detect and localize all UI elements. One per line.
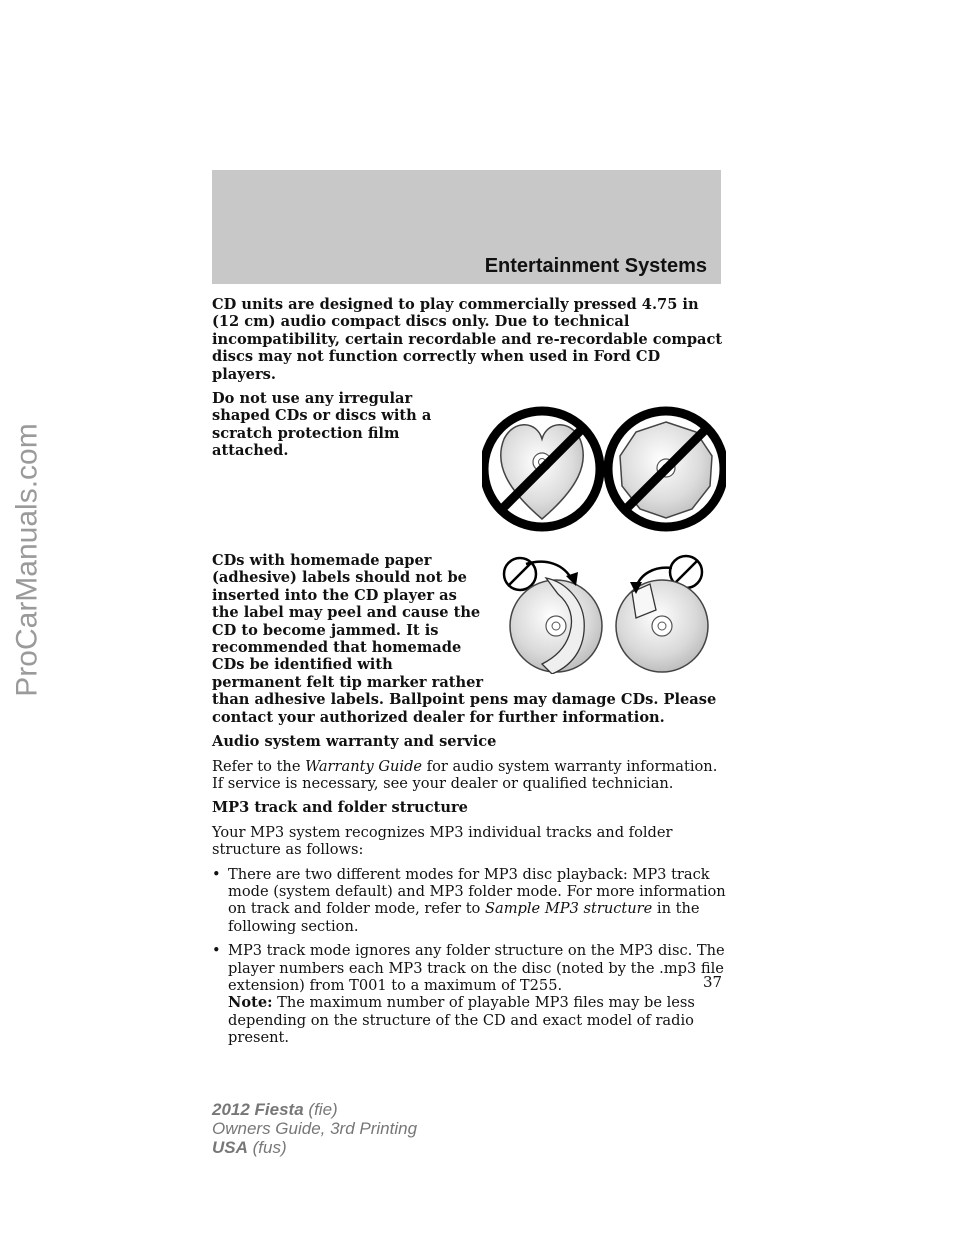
page-content xyxy=(212,296,726,1054)
disc-label-illustration xyxy=(496,554,718,674)
mp3-bullet-list xyxy=(212,866,726,1047)
warranty-guide-reference: Warranty Guide xyxy=(305,757,423,775)
paper-label-disc-icon xyxy=(616,556,708,672)
mp3-structure-heading: MP3 track and folder structure xyxy=(212,799,468,817)
watermark-text: ProCarManuals.com xyxy=(11,423,44,697)
cd-size-paragraph: CD units are designed to play commercially pressed 4.75 in (12 cm) audio compact discs only. Due to technical incompatibility, certain recordable and re-recordable compact discs may not function correctly when used in Ford CD players. xyxy=(212,296,723,383)
section-header xyxy=(212,170,721,284)
peeling-label-disc-icon xyxy=(504,558,602,674)
warranty-paragraph: Refer to the Warranty Guide for audio system warranty information. If service is necessary, see your dealer or qualified technician. xyxy=(212,757,718,792)
heart-disc-prohibited-icon xyxy=(484,411,600,527)
watermark xyxy=(4,170,52,950)
warranty-heading: Audio system warranty and service xyxy=(212,733,497,751)
list-item: • There are two different modes for MP3 disc playback: MP3 track mode (system default) and MP3 folder mode. For more information on track and folder mode, refer to Sample MP3 structure in the following section. xyxy=(212,865,726,935)
section-title: Entertainment Systems xyxy=(484,255,707,277)
footer: 2012 Fiesta (fie) Owners Guide, 3rd Printing USA (fus) xyxy=(212,1100,418,1157)
adhesive-labels-warning: CDs with homemade paper (adhesive) labels should not be inserted into the CD player as the label may peel and cause the CD to become jammed. It is recommended that homemade CDs be identified with permanent felt tip marker rather than adhesive labels. Ballpoint pens may damage CDs. Please contact your authorized dealer for further information. xyxy=(212,552,717,726)
mp3-intro-paragraph: Your MP3 system recognizes MP3 individual tracks and folder structure as follows: xyxy=(212,823,673,859)
irregular-discs-warning: Do not use any irregular shaped CDs or discs with a scratch protection film attached. xyxy=(212,390,432,460)
octagon-disc-prohibited-icon xyxy=(608,411,724,527)
bullet-icon: • xyxy=(212,942,221,960)
page-number: 37 xyxy=(703,973,723,991)
bullet-icon: • xyxy=(212,865,221,883)
note-label: Note: xyxy=(228,994,273,1012)
list-item: • MP3 track mode ignores any folder structure on the MP3 disc. The player numbers each MP3 track on the disc (noted by the .mp3 file extension) from T001 to a maximum of T255. Note: The maximum number of playable MP3 files may be less depending on the structure of the CD and exact model of radio present. xyxy=(212,942,725,1047)
sample-mp3-reference: Sample MP3 structure xyxy=(485,900,653,918)
irregular-discs-illustration xyxy=(482,394,726,544)
